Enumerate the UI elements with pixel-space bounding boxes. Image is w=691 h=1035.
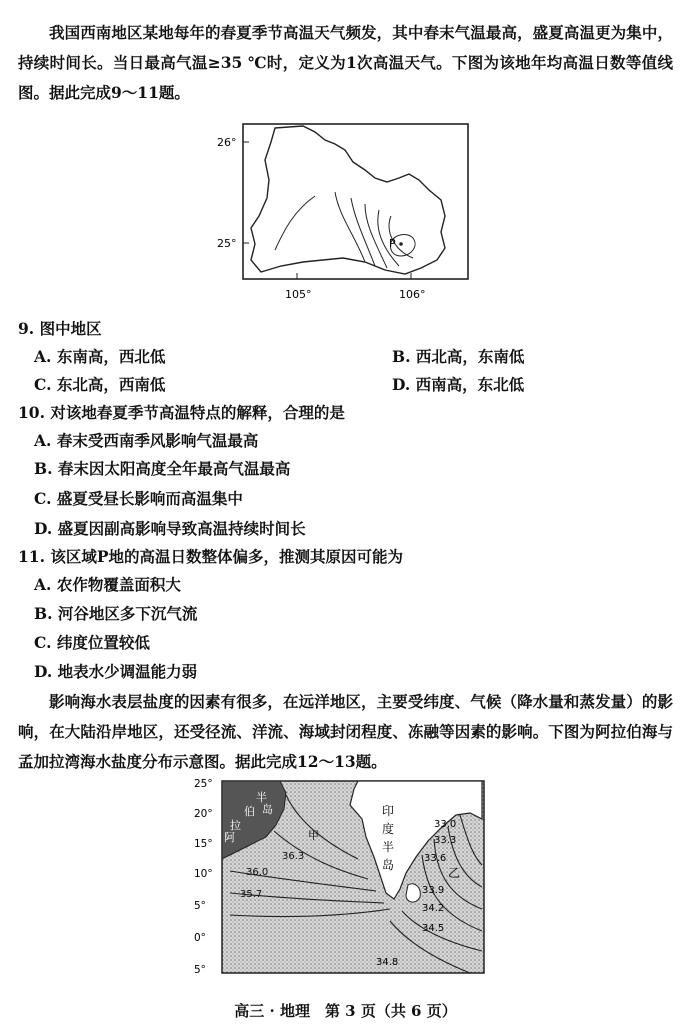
isohaline-34-2: 34.2 [422,903,445,914]
isohaline-34-5: 34.5 [422,923,445,934]
intro-paragraph-2: 影响海水表层盐度的因素有很多，在远洋地区，主要受纬度、气候（降水量和蒸发量）的影响，在大陆沿岸地区，还受径流、洋流、海域封闭程度、冻融等因素的影响。下图为阿拉伯海与孟加拉湾海水盐度分布示意图。据此完成12～13题。 [18,692,673,771]
question-10-option-a: A. 春末受西南季风影响气温最高 [34,431,259,450]
question-11-option-b: B. 河谷地区多下沉气流 [34,604,198,623]
isohaline-33-9: 33.9 [422,885,445,896]
question-9-stem: 9. 图中地区 [18,319,102,338]
salinity-map [190,775,500,984]
question-11-option-c: C. 纬度位置较低 [34,633,150,652]
question-9-option-b: B. 西北高，东南低 [392,347,525,366]
question-11-option-d: D. 地表水少调温能力弱 [34,662,198,681]
question-9-option-d: D. 西南高，东北低 [392,375,525,394]
lon-label-106: 106° [399,288,426,301]
land-label-5: 阿 [224,831,235,844]
lat-label-10n: 10° [194,868,213,880]
lat-label-15n: 15° [194,838,213,850]
question-9-option-c: C. 东北高，西南低 [34,375,166,394]
isohaline-34-8: 34.8 [376,957,399,968]
land-label-1: 半 [256,791,267,804]
lat-label-25: 25° [217,237,237,250]
india-label-3: 半 [382,840,395,854]
isohaline-36-3: 36.3 [282,851,305,862]
lon-label-105: 105° [285,288,312,301]
page-footer: 高三 · 地理 第 3 页（共 6 页） [234,1002,457,1020]
isohaline-36-0: 36.0 [246,867,269,878]
isohaline-33-3: 33.3 [434,835,457,846]
isohaline-33-0: 33.0 [434,819,457,830]
land-label-2: 岛 [262,803,273,816]
lat-label-5n: 5° [194,900,206,912]
lat-label-25n: 25° [194,778,213,790]
india-label-2: 度 [382,822,395,836]
question-10-stem: 10. 对该地春夏季节高温特点的解释，合理的是 [18,403,345,422]
point-jia-label: 甲 [308,829,319,842]
lat-label-26: 26° [217,136,237,149]
question-9-option-a: A. 东南高，西北低 [34,347,166,366]
question-10-option-c: C. 盛夏受昼长影响而高温集中 [34,489,243,508]
land-label-4: 拉 [230,819,241,832]
india-label-1: 印 [382,804,395,818]
lat-label-5s: 5° [194,964,206,976]
india-label-4: 岛 [382,858,395,872]
question-11-option-a: A. 农作物覆盖面积大 [34,575,181,594]
lat-label-0: 0° [194,932,206,944]
question-11-stem: 11. 该区域P地的高温日数整体偏多，推测其原因可能为 [18,547,404,566]
question-10-option-d: D. 盛夏因副高影响导致高温持续时间长 [34,519,306,538]
lat-label-20n: 20° [194,808,213,820]
land-label-3: 伯 [244,805,255,818]
point-p-marker [399,242,403,246]
isohaline-33-6: 33.6 [424,853,447,864]
high-temperature-map [215,120,475,314]
question-10-option-b: B. 春末因太阳高度全年最高气温最高 [34,459,291,478]
point-yi-label: 乙 [448,866,461,880]
intro-paragraph-1: 我国西南地区某地每年的春夏季节高温天气频发，其中春末气温最高，盛夏高温更为集中，持续时间长。当日最高气温≥35 ℃时，定义为1次高温天气。下图为该地年均高温日数等值线图。据此完成9～11题。 [18,23,673,102]
point-p-label: P [389,237,396,250]
isohaline-35-7: 35.7 [240,889,263,900]
